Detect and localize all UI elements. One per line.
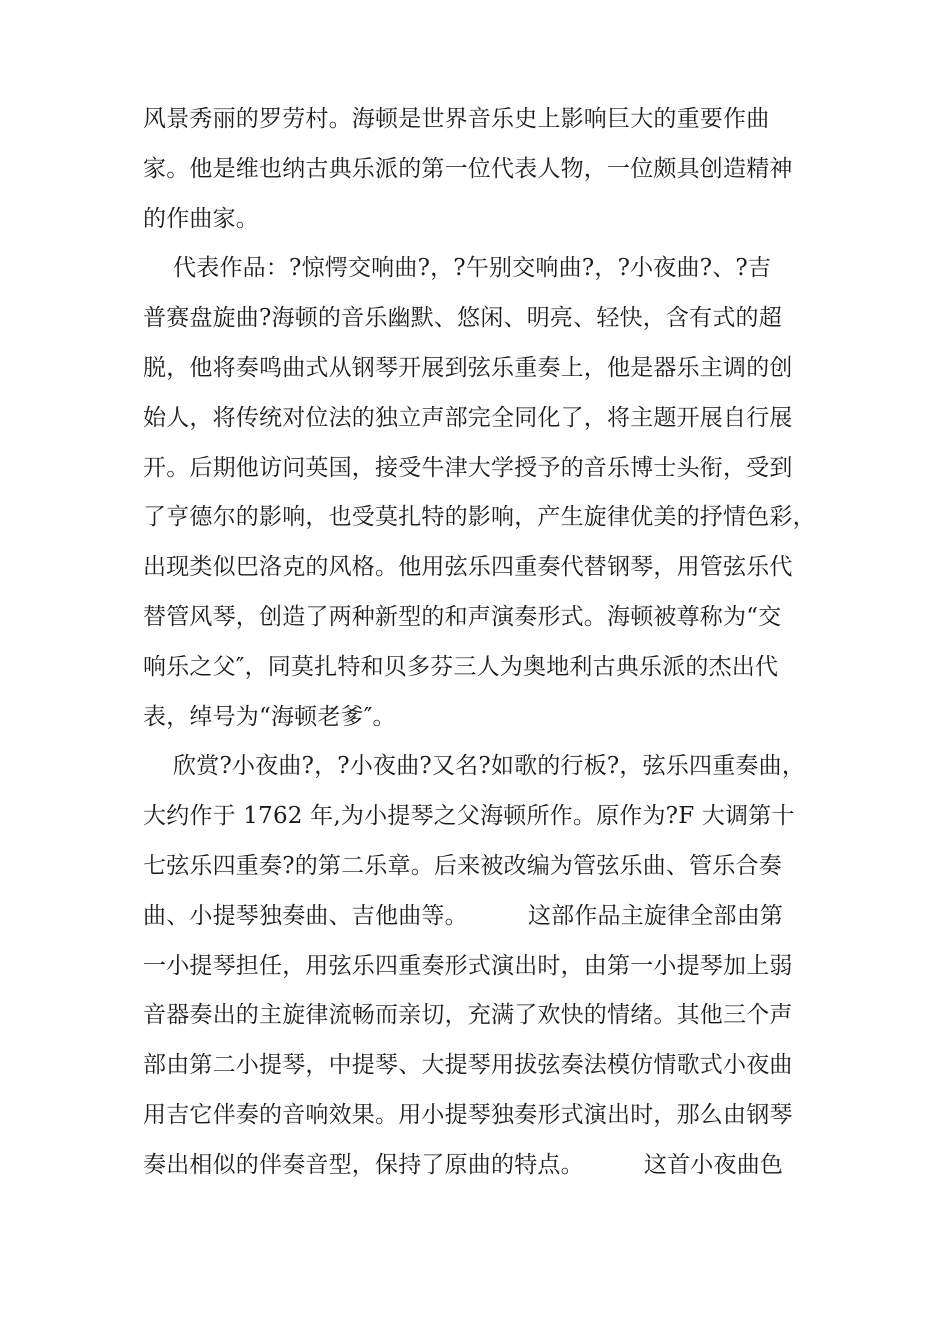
text-line: 用吉它伴奏的音响效果。用小提琴独奏形式演出时，那么由钢琴	[143, 1101, 793, 1128]
text-line: 响乐之父″，同莫扎特和贝多芬三人为奥地利古典乐派的杰出代	[143, 653, 779, 680]
text-line: 欣赏?小夜曲?，?小夜曲?又名?如歌的行板?，弦乐四重奏曲，	[143, 753, 806, 780]
text-line: 始人，将传统对位法的独立声部完全同化了，将主题开展自行展	[143, 404, 793, 431]
text-line: 家。他是维也纳古典乐派的第一位代表人物，一位颇具创造精神	[143, 155, 793, 182]
text-line: 代表作品：?惊愕交响曲?，?午别交响曲?，?小夜曲?、?吉	[143, 255, 772, 282]
text-line: 替管风琴，创造了两种新型的和声演奏形式。海顿被尊称为“交	[143, 603, 782, 630]
text-line: 音器奏出的主旋律流畅而亲切，充满了欢快的情绪。其他三个声	[143, 1002, 793, 1029]
paragraph-3	[143, 742, 815, 1190]
text-line: 曲、小提琴独奏曲、吉他曲等。 这部作品主旋律全部由第	[143, 902, 784, 929]
text-line: 开。后期他访问英国，接受牛津大学授予的音乐博士头衔，受到	[143, 454, 793, 481]
text-line: 表，绰号为“海顿老爹″。	[143, 703, 396, 730]
text-line: 风景秀丽的罗劳村。海顿是世界音乐史上影响巨大的重要作曲	[143, 106, 770, 132]
paragraph-1	[143, 95, 815, 244]
text-line: 脱，他将奏鸣曲式从钢琴开展到弦乐重奏上，他是器乐主调的创	[143, 354, 793, 381]
text-line: 大约作于 1762 年,为小提琴之父海顿所作。原作为?F 大调第十	[143, 803, 795, 830]
text-line: 七弦乐四重奏?的第二乐章。后来被改编为管弦乐曲、管乐合奏	[143, 852, 782, 879]
text-line: 一小提琴担任，用弦乐四重奏形式演出时，由第一小提琴加上弱	[143, 952, 793, 979]
text-line: 部由第二小提琴，中提琴、大提琴用拔弦奏法模仿情歌式小夜曲	[143, 1052, 793, 1079]
body-text	[143, 95, 815, 1191]
text-line: 普赛盘旋曲?海顿的音乐幽默、悠闲、明亮、轻快，含有式的超	[143, 305, 782, 332]
paragraph-2	[143, 244, 815, 742]
text-line: 的作曲家。	[143, 205, 259, 232]
text-line: 出现类似巴洛克的风格。他用弦乐四重奏代替钢琴，用管弦乐代	[143, 554, 793, 581]
text-line: 奏出相似的伴奏音型，保持了原曲的特点。 这首小夜曲色	[143, 1151, 784, 1178]
text-line: 了亨德尔的影响，也受莫扎特的影响，产生旋律优美的抒情色彩，	[143, 504, 816, 531]
